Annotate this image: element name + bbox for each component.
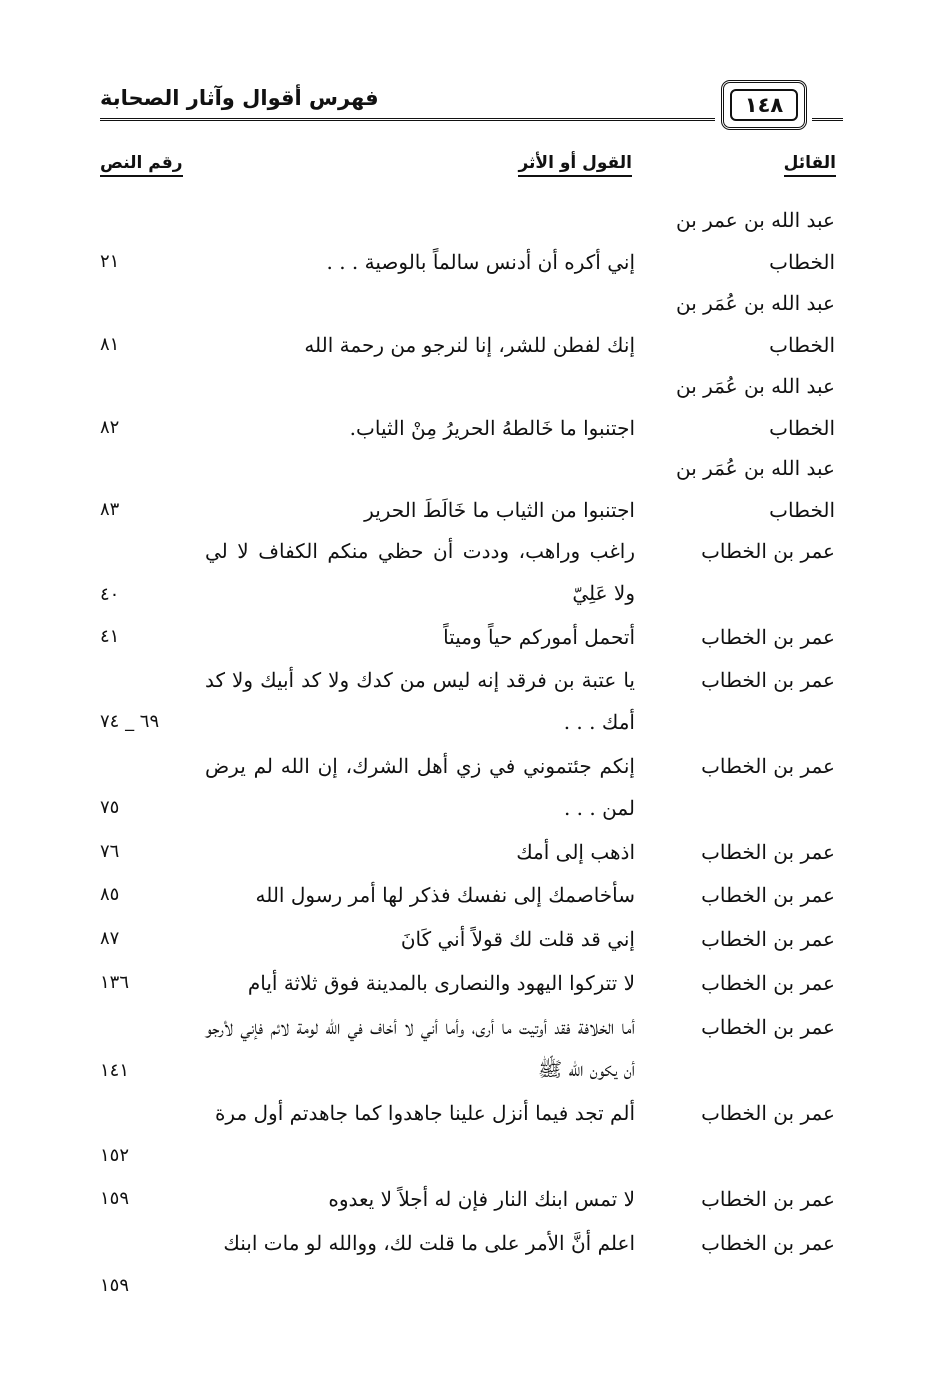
text-number: ١٤١ xyxy=(100,1060,130,1081)
header-rule-short xyxy=(812,118,843,121)
text-number: ٦٩ _ ٧٤ xyxy=(100,711,160,732)
saying-text: اجتنبوا ما خَالطهُ الحريرُ مِنْ الثياب. xyxy=(349,416,635,440)
text-number: ٢١ xyxy=(100,251,120,272)
saying-text: إني أكره أن أدنس سالماً بالوصية . . . xyxy=(326,250,635,274)
saying-text: إنكم جئتموني في زي أهل الشرك، إن الله لم يرض لمن . . . xyxy=(205,754,635,820)
speaker-name: عمر بن الخطاب xyxy=(701,1015,835,1039)
speaker-name: عمر بن الخطاب xyxy=(701,971,835,995)
header-title: فهرس أقوال وآثار الصحابة xyxy=(100,86,379,110)
text-number: ٨٢ xyxy=(100,417,120,438)
saying-text: اعلم أنَّ الأمر على ما قلت لك، ووالله لو مات ابنك xyxy=(223,1231,635,1255)
text-number: ١٥٢ xyxy=(100,1145,130,1166)
speaker-name: عبد الله بن عُمَر بن الخطاب xyxy=(675,456,835,522)
speaker-name: عمر بن الخطاب xyxy=(701,754,835,778)
saying-text: اذهب إلى أمك xyxy=(516,840,635,864)
page-number: ١٤٨ xyxy=(730,89,798,121)
speaker-name: عمر بن الخطاب xyxy=(701,1101,835,1125)
column-heading-speaker: القائل xyxy=(784,153,836,177)
speaker-name: عمر بن الخطاب xyxy=(701,1231,835,1255)
saying-text: لا تمس ابنك النار فإن له أجلاً لا يعدوه xyxy=(328,1187,635,1211)
speaker-name: عمر بن الخطاب xyxy=(701,883,835,907)
header-rule xyxy=(100,118,715,121)
speaker-name: عمر بن الخطاب xyxy=(701,539,835,563)
text-number: ١٥٩ xyxy=(100,1188,130,1209)
saying-text: راغب وراهب، وددت أن حظي منكم الكفاف لا لي ولا عَلِيّ xyxy=(205,539,635,605)
saying-text: إنك لفطن للشر، إنا لنرجو من رحمة الله xyxy=(304,333,635,357)
text-number: ٧٥ xyxy=(100,797,120,818)
text-number: ٤١ xyxy=(100,626,120,647)
speaker-name: عمر بن الخطاب xyxy=(701,625,835,649)
column-heading-saying: القول أو الأثر xyxy=(518,153,632,177)
saying-text: ألم تجد فيما أنزل علينا جاهدوا كما جاهدتم أول مرة xyxy=(214,1101,635,1125)
speaker-name: عبد الله بن عُمَر بن الخطاب xyxy=(675,291,835,357)
column-heading-number: رقم النص xyxy=(100,153,183,177)
saying-text: أما الخلافة فقد أوتيت ما أرى، وأما أني لا أخاف في الله لومة لائم فإني لأرجو أن يكون الله ﷺ xyxy=(205,1015,635,1081)
saying-text: أتحمل أموركم حياً وميتاً xyxy=(443,625,635,649)
saying-text: لا تتركوا اليهود والنصارى بالمدينة فوق ثلاثة أيام xyxy=(247,971,635,995)
saying-text: يا عتبة بن فرقد إنه ليس من كدك ولا كد أبيك ولا كد أمك . . . xyxy=(205,668,635,734)
text-number: ٨٧ xyxy=(100,928,120,949)
speaker-name: عبد الله بن عمر بن الخطاب xyxy=(675,208,835,274)
saying-text: سأخاصمك إلى نفسك فذكر لها أمر رسول الله xyxy=(255,883,635,907)
speaker-name: عبد الله بن عُمَر بن الخطاب xyxy=(675,374,835,440)
speaker-name: عمر بن الخطاب xyxy=(701,927,835,951)
saying-text: اجتنبوا من الثياب ما خَالَطَ الحرير xyxy=(364,498,635,522)
text-number: ١٥٩ xyxy=(100,1275,130,1296)
text-number: ٨٣ xyxy=(100,499,120,520)
text-number: ١٣٦ xyxy=(100,972,130,993)
speaker-name: عمر بن الخطاب xyxy=(701,1187,835,1211)
text-number: ٧٦ xyxy=(100,841,120,862)
saying-text: إني قد قلت لك قولاً أني كَانَ xyxy=(400,927,635,951)
running-header xyxy=(100,80,843,132)
speaker-name: عمر بن الخطاب xyxy=(701,668,835,692)
text-number: ٨١ xyxy=(100,334,120,355)
text-number: ٨٥ xyxy=(100,884,120,905)
text-number: ٤٠ xyxy=(100,584,120,605)
page-number-frame xyxy=(721,80,807,130)
speaker-name: عمر بن الخطاب xyxy=(701,840,835,864)
